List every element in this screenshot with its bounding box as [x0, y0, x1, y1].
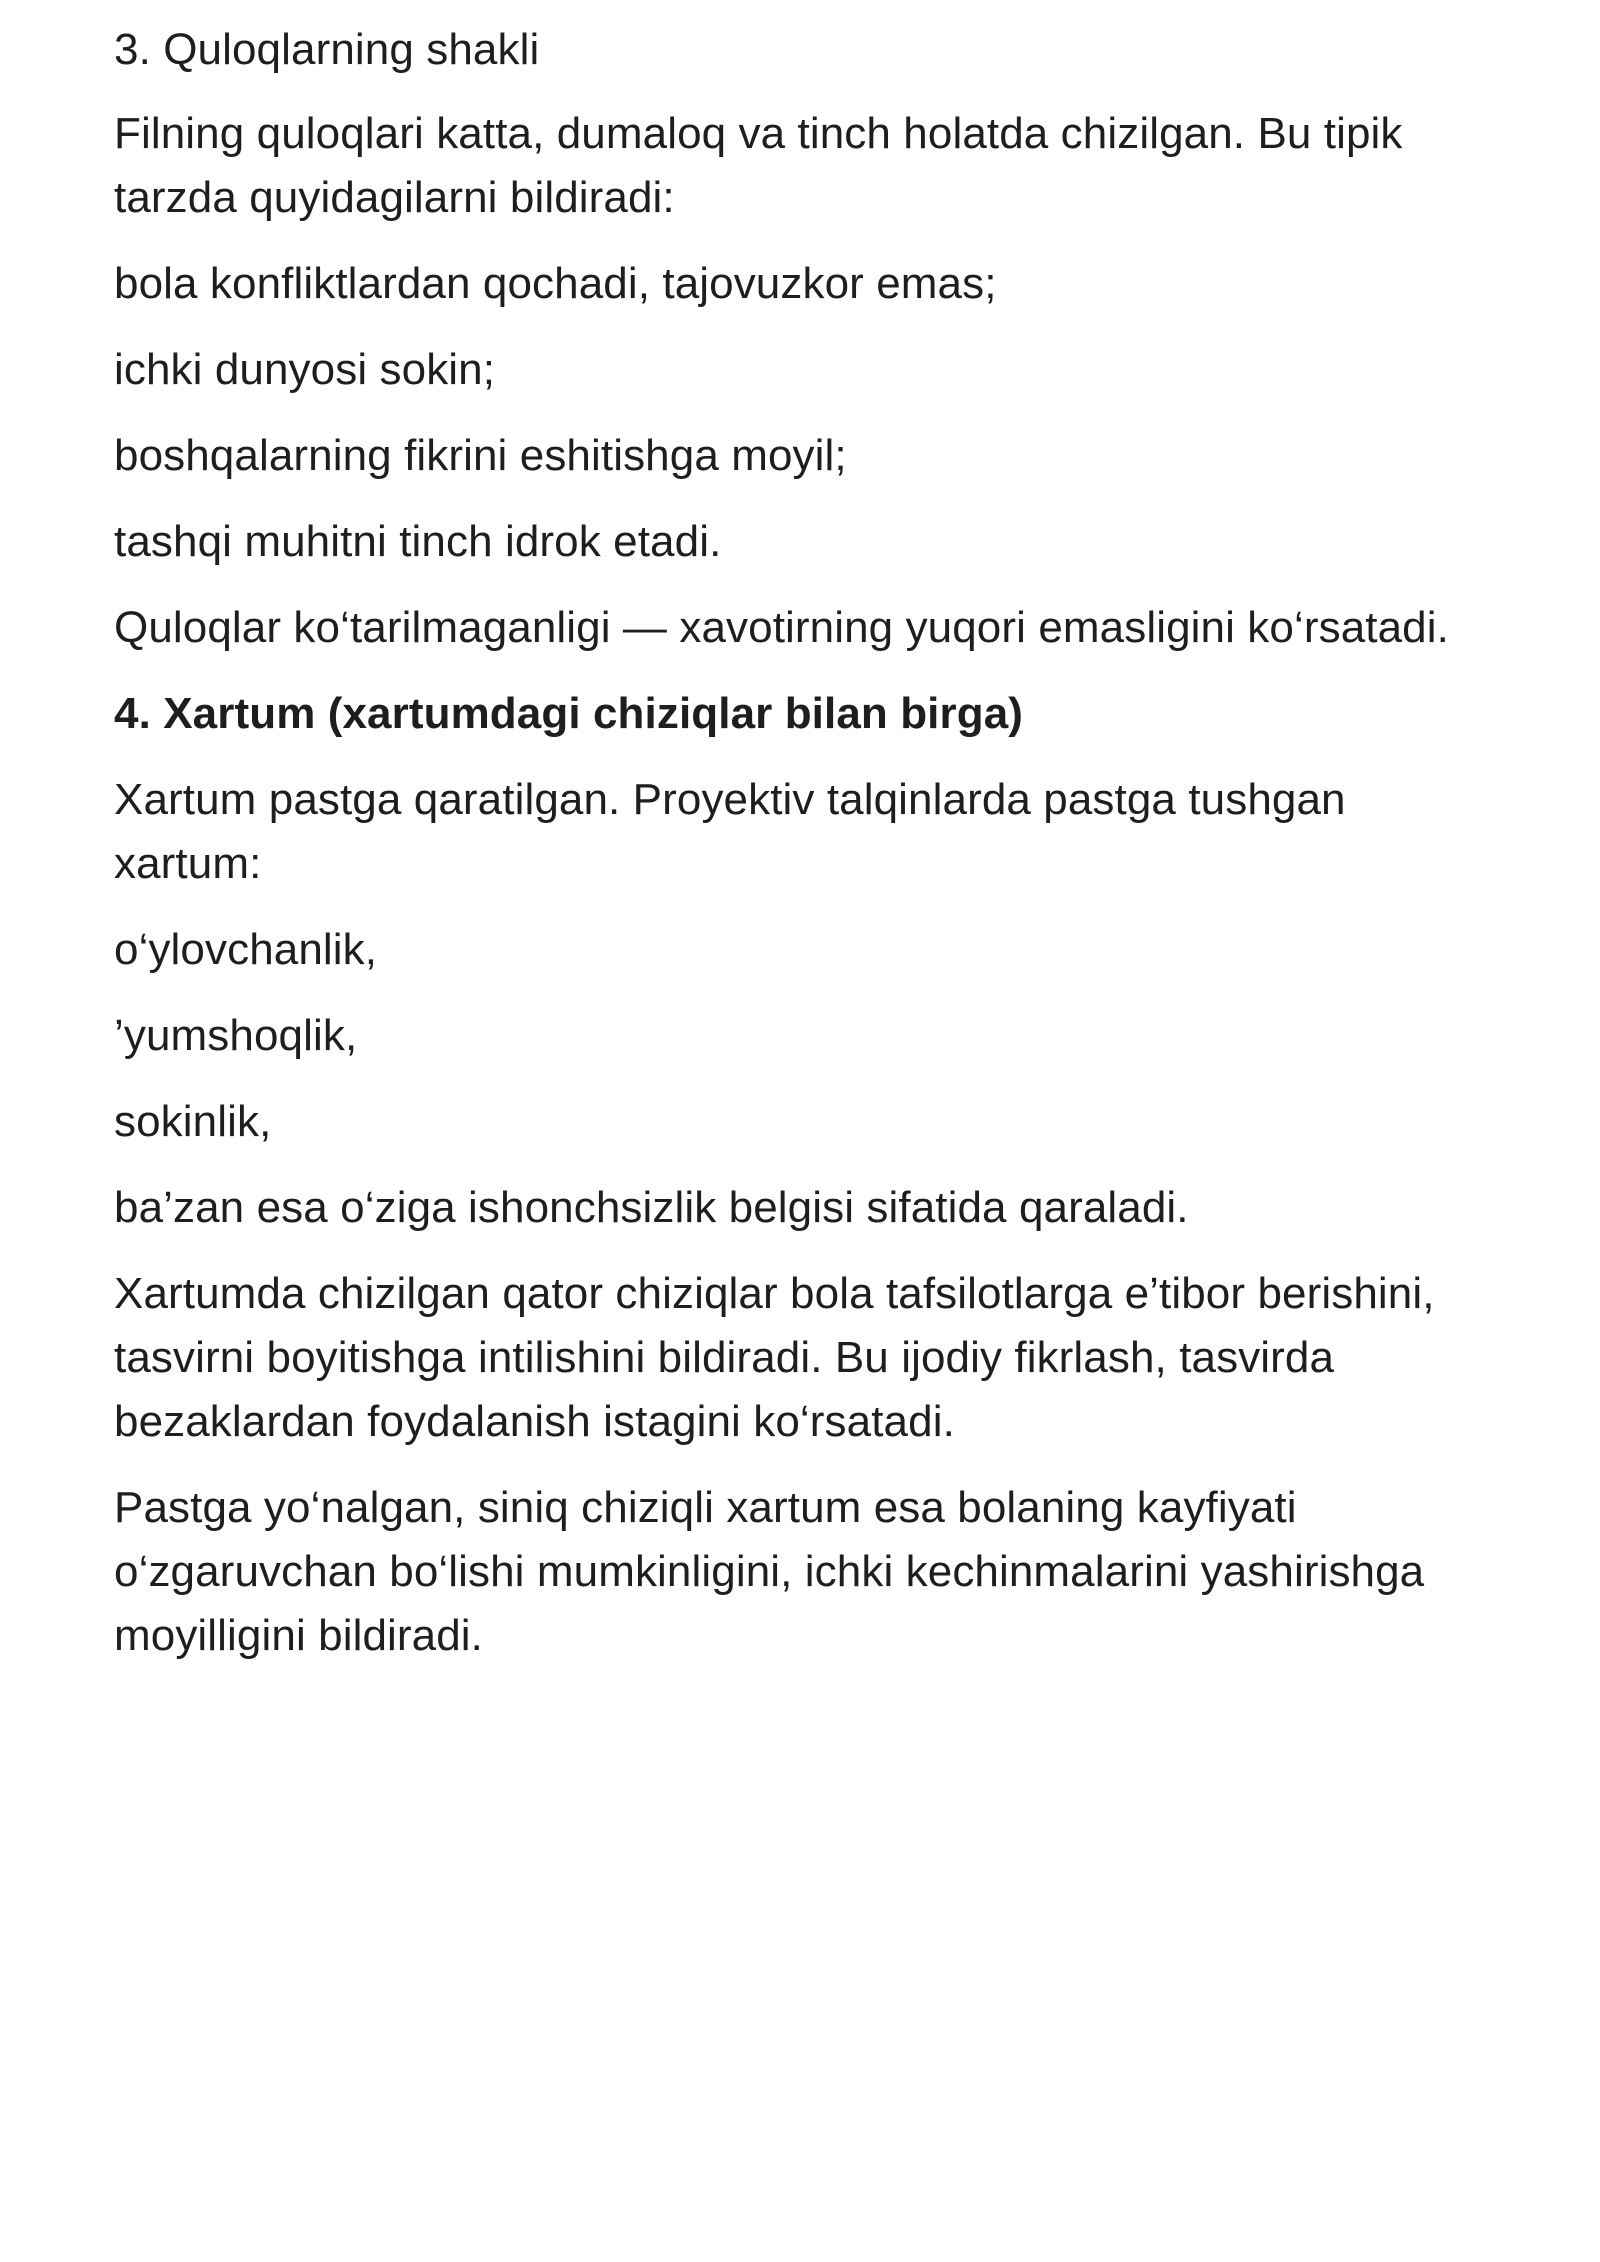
section-3-item: ichki dunyosi sokin; — [114, 345, 496, 394]
section-4-intro: Xartum pastga qaratilgan. Proyektiv talqinlarda pastga tushgan xartum: — [114, 775, 1346, 888]
section-4-heading: 4. Xartum (xartumdagi chiziqlar bilan birga) — [114, 689, 1024, 738]
section-4-paragraph: Xartumda chizilgan qator chiziqlar bola tafsilotlarga e’tibor berishini, tasvirni boyitishga intilishini bildiradi. Bu ijodiy fikrlash, tasvirda bezaklardan foydalanish istagini ko‘rsatadi. — [114, 1269, 1435, 1446]
section-3-item: boshqalarning fikrini eshitishga moyil; — [114, 431, 847, 480]
section-3-item: bola konfliktlardan qochadi, tajovuzkor emas; — [114, 259, 997, 308]
section-4-paragraph: Pastga yo‘nalgan, siniq chiziqli xartum esa bolaning kayfiyati o‘zgaruvchan bo‘lishi mumkinligini, ichki kechinmalarini yashirishga moyilligini bildiradi. — [114, 1483, 1425, 1660]
section-4-item: o‘ylovchanlik, — [114, 925, 378, 974]
section-3-conclusion: Quloqlar ko‘tarilmaganligi — xavotirning yuqori emasligini ko‘rsatadi. — [114, 603, 1449, 652]
section-3-heading: 3. Quloqlarning shakli — [114, 25, 540, 74]
section-4-item: ba’zan esa o‘ziga ishonchsizlik belgisi sifatida qaraladi. — [114, 1183, 1189, 1232]
section-3-item: tashqi muhitni tinch idrok etadi. — [114, 517, 722, 566]
section-4-item: sokinlik, — [114, 1097, 272, 1146]
section-3-intro: Filning quloqlari katta, dumaloq va tinch holatda chizilgan. Bu tipik tarzda quyidagilarni bildiradi: — [114, 109, 1403, 222]
section-4-item: ’yumshoqlik, — [114, 1011, 358, 1060]
